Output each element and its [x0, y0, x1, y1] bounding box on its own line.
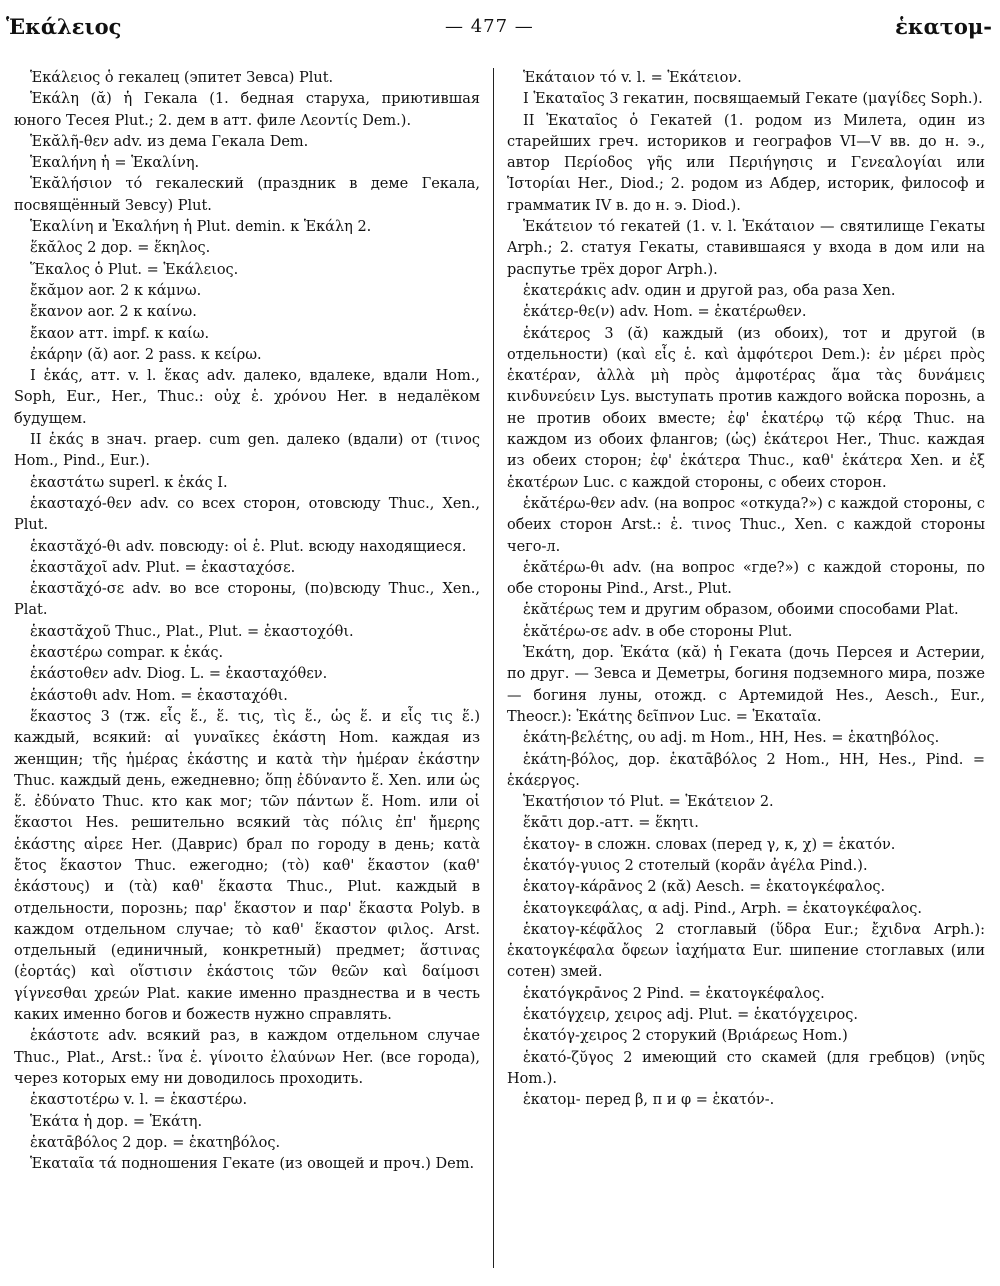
dictionary-entry: ἑκᾰτέρω-σε adv. в обе стороны Plut.	[523, 623, 793, 640]
header-left-guide-word: Ἑκάλειος	[6, 14, 122, 39]
dictionary-entry: ἑκατόγχειρ, χειρος adj. Plut. = ἑκατόγχειρος.	[523, 1007, 858, 1024]
dictionary-entry: ἑκάστοθι adv. Hom. = ἑκασταχόθι.	[30, 687, 288, 704]
dictionary-entry: ἑκατογ-κάρᾱνος 2 (κᾰ) Aesch. = ἑκατογκέφαλος.	[523, 879, 886, 896]
dictionary-entry: ἑκάστοθεν adv. Diog. L. = ἑκασταχόθεν.	[30, 666, 328, 683]
dictionary-entry: ἑκᾰτέρως тем и другим образом, обоими способами Plat.	[523, 602, 959, 619]
dictionary-entry: Ἑκάτειον τό гекатей (1. v. l. Ἑκάταιον — святилище Гекаты Arph.; 2. статуя Гекаты, ставившаяся у входа в дом или на распутье трёх дорог Arph.).	[507, 219, 985, 278]
dictionary-entry: ἑκατόγ-χειρος 2 сторукий (Βριάρεως Hom.)	[523, 1028, 848, 1045]
dictionary-entry: ἑκαστᾰχό-θι adv. повсюду: οἱ ἑ. Plut. всюду находящиеся.	[30, 538, 467, 555]
dictionary-entry: ἑκατογ- в сложн. словах (перед γ, κ, χ) = ἑκατόν.	[523, 836, 896, 853]
dictionary-entry: ἑκαστᾰχό-σε adv. во все стороны, (по)всюду Thuc., Xen., Plat.	[14, 581, 480, 619]
dictionary-entry: ἑκατεράκις adv. один и другой раз, оба раза Xen.	[523, 282, 896, 299]
dictionary-entry: ἔκανον aor. 2 к καίνω.	[30, 304, 197, 321]
dictionary-entry: Ἑκαλίνη и Ἑκαλήνη ἡ Plut. demin. к Ἑκάλη 2.	[30, 219, 372, 236]
dictionary-entry: ἐκάρην (ᾰ) aor. 2 pass. к κείρω.	[30, 346, 262, 363]
dictionary-entry: ἑκαστοτέρω v. l. = ἑκαστέρω.	[30, 1092, 248, 1109]
dictionary-entry: ἑκάτερος 3 (ᾰ) каждый (из обоих), тот и другой (в отдельности) (καὶ εἷς ἑ. καὶ ἀμφότεροι Dem.): ἐν μέρει πρὸς ἑκατέραν, ἀλλὰ μὴ πρὸς ἀμφοτέρας ἅμα τὰς δυνάμεις κινδυνεύειν Lys. выступать против каждого войска порознь, а не против обоих вместе; ἐφ' ἑκατέρῳ τῷ κέρᾳ Thuc. на каждом из обоих флангов; (ὡς) ἑκάτεροι Her., Thuc. каждая из обеих сторон; ἐφ' ἑκάτερα Thuc., καθ' ἑκάτερα Xen. и ἐξ ἑκατέρων Luc. с каждой стороны, с обеих сторон.	[507, 325, 985, 491]
dictionary-entry: Ἑκᾰλῆ-θεν adv. из дема Гекала Dem.	[30, 133, 309, 150]
dictionary-entry: ἑκατομ- перед β, π и φ = ἑκατόν-.	[523, 1092, 775, 1109]
dictionary-entry: ἕκᾱτι дор.-атт. = ἕκητι.	[523, 815, 699, 832]
dictionary-entry: Ἑκᾰλήσιον τό гекалеский (праздник в деме Гекала, посвящённый Зевсу) Plut.	[14, 176, 480, 214]
column-divider	[493, 68, 494, 1268]
header-right-guide-word: ἑκατομ-	[895, 14, 992, 39]
dictionary-entry: Ἑκάλειος ὁ гекалец (эпитет Зевса) Plut.	[30, 70, 334, 86]
dictionary-entry: Ἑκάτα ἡ дор. = Ἑκάτη.	[30, 1113, 203, 1130]
dictionary-entry: ἕκαστος 3 (тж. εἷς ἕ., ἕ. τις, τὶς ἕ., ὡς ἕ. и εἷς τις ἕ.) каждый, всякий: αἱ γυναῖκες ἑκάστη Hom. каждая из женщин; τῆς ἡμέρας ἑκάστης и κατὰ τὴν ἡμέραν ἑκάστην Thuc. каждый день, ежедневно; ὅπῃ ἐδύναντο ἕ. Xen. или ὡς ἕ. ἐδύνατο Thuc. кто как мог; τῶν πάντων ἕ. Hom. или οἱ ἕκαστοι Hes. решительно всякий τὰς πόλις ἐπ' ἤμερης ἑκάστης αἱρεε Her. (Даврис) брал по городу в день; κατὰ ἔτος ἕκαστον Thuc. ежегодно; (τὸ) καθ' ἕκαστον (καθ' ἑκάστους) и (τὰ) καθ' ἕκαστα Thuc., Plut. каждый в отдельности, порознь; παρ' ἕκαστον и παρ' ἕκαστα Polyb. в каждом отдельном случае; τὸ καθ' ἕκαστον φιλος. Arst. отдельный (единичный, конкретный) предмет; ἅστινας (ἑορτάς) καὶ οἵστισιν ἑκάστοις τῶν θεῶν καὶ δαίμοσι γίγνεσθαι χρεών Plat. какие именно празднества и в честь каких именно богов и божеств нужно справлять.	[14, 708, 480, 1024]
dictionary-entry: ἑκάτη-βελέτης, ου adj. m Hom., HH, Hes. = ἑκατηβόλος.	[523, 730, 940, 747]
dictionary-entry: I Ἑκαταῖος 3 гекатин, посвящаемый Гекате (μαγίδες Soph.).	[523, 91, 983, 108]
dictionary-entry: ἑκατό-ζῠγος 2 имеющий сто скамей (для гребцов) (νηῦς Hom.).	[507, 1049, 985, 1087]
dictionary-entry: ἔκᾰμον aor. 2 к κάμνω.	[30, 282, 202, 299]
page-number: — 477 —	[445, 16, 534, 37]
dictionary-entry: ἑκᾰτέρω-θι adv. (на вопрос «где?») с каждой стороны, по обе стороны Pind., Arst., Plut.	[507, 559, 985, 598]
right-column	[507, 68, 985, 1273]
page-header	[0, 0, 1000, 60]
dictionary-entry: I ἑκάς, атт. v. l. ἕκας adv. далеко, вдалеке, вдали Hom., Soph, Eur., Her., Thuc.: οὐχ ἑ. χρόνου Her. в недалёком будущем.	[14, 368, 480, 427]
dictionary-entry: Ἑκάταιον τό v. l. = Ἑκάτειον.	[523, 70, 742, 86]
dictionary-entry: ἑκατόγ-γυιος 2 стотелый (κορᾶν ἀγέλα Pind.).	[523, 857, 868, 874]
dictionary-entry: ἑκαστέρω compar. к ἑκάς.	[30, 645, 224, 662]
dictionary-entry: ἑκάτη-βόλος, дор. ἑκατᾱβόλος 2 Hom., HH, Hes., Pind. = ἑκάεργος.	[507, 751, 985, 789]
dictionary-entry: ἑκαστᾰχοῦ Thuc., Plat., Plut. = ἑκαστοχόθι.	[30, 623, 354, 640]
dictionary-entry: ἑκατᾱβόλος 2 дор. = ἑκατηβόλος.	[30, 1134, 281, 1151]
dictionary-entry: Ἑκατήσιον τό Plut. = Ἑκάτειον 2.	[523, 794, 774, 811]
dictionary-entry: ἑκαστάτω superl. к ἑκάς I.	[30, 474, 228, 491]
dictionary-entry: ἑκατογ-κέφᾰλος 2 стоглавый (ὕδρα Eur.; ἔχιδνα Arph.): ἑκατογκέφαλα ὄφεων ἰαχήματα Eur. шипение стоглавых (или сотен) змей.	[507, 921, 985, 981]
dictionary-entry: Ἑκάτη, дор. Ἑκάτα (κᾰ) ἡ Геката (дочь Персея и Астерии, по друг. — Зевса и Деметры, богиня подземного мира, позже — богиня луны, отожд. с Артемидой Hes., Aesch., Eur., Theocr.): Ἑκάτης δεῖπνον Luc. = Ἑκαταῖα.	[507, 645, 985, 725]
dictionary-entry: Ἑκαλήνη ἡ = Ἑκαλίνη.	[30, 155, 200, 172]
dictionary-entry: II Ἑκαταῖος ὁ Гекатей (1. родом из Милета, один из старейших греч. историков и географов VI—V вв. до н. э., автор Περίοδος γῆς или Περιήγησις и Γενεαλογίαι или Ἱστορίαι Her., Diod.; 2. родом из Абдер, историк, философ и грамматик IV в. до н. э. Diod.).	[507, 112, 985, 214]
dictionary-entry: ἑκασταχό-θεν adv. со всех сторон, отовсюду Thuc., Xen., Plut.	[14, 495, 480, 534]
left-column	[14, 68, 480, 1273]
dictionary-entry: Ἑκαταῖα τά подношения Гекате (из овощей и проч.) Dem.	[30, 1156, 475, 1173]
dictionary-entry: ἑκατόγκρᾱνος 2 Pind. = ἑκατογκέφαλος.	[523, 985, 825, 1002]
dictionary-entry: Ἑκάλη (ᾰ) ἡ Гекала (1. бедная старуха, приютившая юного Тесея Plut.; 2. дем в атт. филе Λεοντίς Dem.).	[14, 91, 480, 129]
dictionary-entry: Ἕκαλος ὁ Plut. = Ἑκάλειος.	[30, 261, 239, 278]
dictionary-entry: ἑκατογκεφάλας, α adj. Pind., Arph. = ἑκατογκέφαλος.	[523, 900, 922, 917]
dictionary-entry: ἑκάστοτε adv. всякий раз, в каждом отдельном случае Thuc., Plat., Arst.: ἵνα ἑ. γίνοιτο ἐλαύνων Her. (все города), через которых ему ни доводилось проходить.	[14, 1028, 480, 1087]
dictionary-entry: II ἑκάς в знач. praep. cum gen. далеко (вдали) от (τινος Hom., Pind., Eur.).	[14, 432, 480, 470]
dictionary-entry: ἔκαον атт. impf. к καίω.	[30, 325, 210, 342]
dictionary-entry: ἑκάτερ-θε(ν) adv. Hom. = ἑκατέρωθεν.	[523, 304, 807, 321]
dictionary-entry: ἕκᾰλος 2 дор. = ἕκηλος.	[30, 240, 211, 257]
dictionary-entry: ἑκᾰτέρω-θεν adv. (на вопрос «откуда?») с каждой стороны, с обеих сторон Arst.: ἑ. τινος Thuc., Xen. с каждой стороны чего-л.	[507, 495, 985, 555]
dictionary-entry: ἑκαστᾰχοῖ adv. Plut. = ἑκασταχόσε.	[30, 559, 296, 576]
